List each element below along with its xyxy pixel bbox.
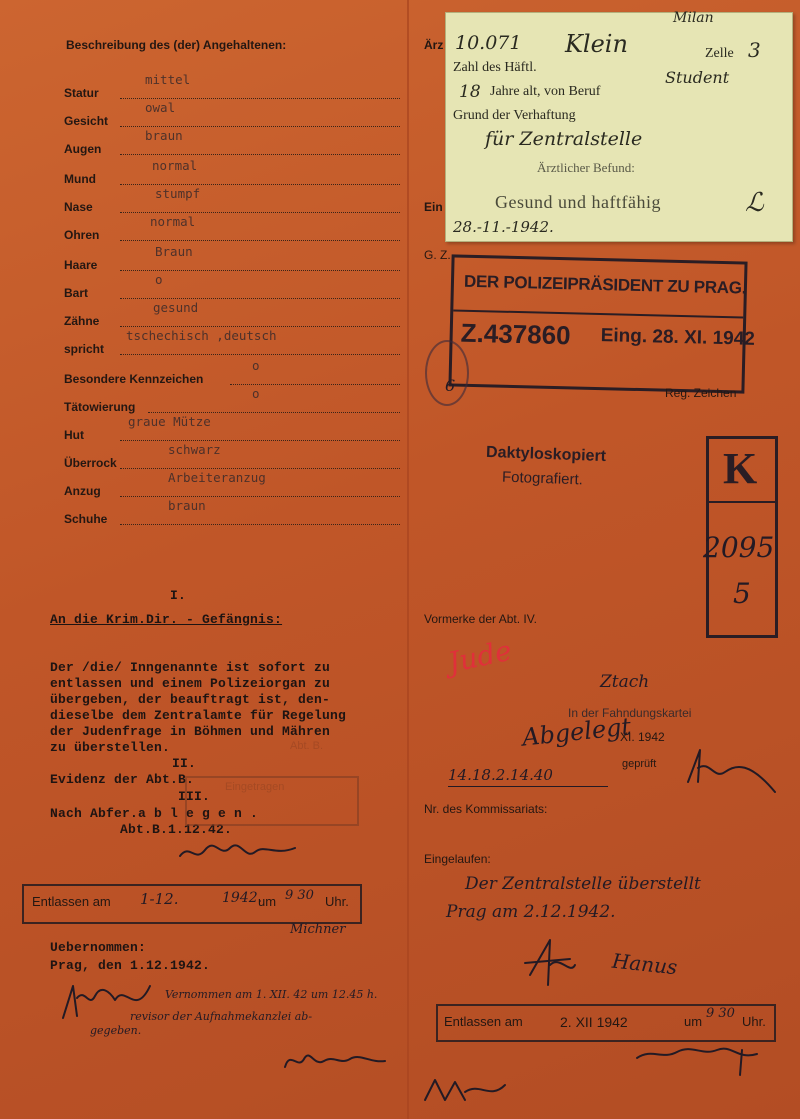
field-dotted-line	[120, 524, 400, 525]
geprueft-stamp: geprüft	[622, 758, 657, 770]
field-label: Augen	[64, 142, 102, 156]
released-label-right: Entlassen am	[444, 1014, 523, 1029]
field-label: Schuhe	[64, 512, 108, 526]
stamp-title: DER POLIZEIPRÄSIDENT ZU PRAG.	[463, 271, 747, 298]
reference-number: 14.18.2.14.40	[448, 766, 553, 784]
faint-abt-b: Abt. B.	[290, 740, 324, 752]
field-value: o	[155, 272, 163, 287]
instruction-line: Der /die/ Inngenannte ist sofort zu	[50, 660, 331, 675]
field-value: normal	[150, 214, 196, 229]
signature-bottom	[420, 1070, 510, 1110]
released-time-right: 9 30	[706, 1006, 735, 1021]
hand-note-2: revisor der Aufnahmekanzlei ab-	[130, 1010, 313, 1023]
jude-annotation: Jude	[445, 633, 515, 680]
ein-partial: Ein	[424, 200, 443, 214]
field-label: Nase	[64, 200, 93, 214]
slip-medical: Gesund und haftfähig	[495, 192, 661, 212]
abgelegt-stamp: Abgelegt	[520, 712, 633, 752]
fotografiert-stamp: Fotografiert.	[501, 468, 584, 489]
released-date-right: 2. XII 1942	[560, 1014, 628, 1030]
slip-prisoner-number-label: Zahl des Häftl.	[453, 60, 537, 75]
field-value: o	[252, 386, 260, 401]
field-label: Bart	[64, 286, 89, 300]
field-dotted-line	[120, 468, 400, 469]
field-value: tschechisch ,deutsch	[126, 328, 277, 343]
released-um-right: um	[684, 1014, 703, 1029]
after-processing-line: Nach Abfer.a b l e g e n .	[50, 806, 259, 821]
hand-line-2: Prag am 2.12.1942.	[446, 902, 616, 922]
field-value: Braun	[155, 244, 193, 259]
stamp-divider	[453, 309, 743, 318]
signature-left-3	[280, 1045, 390, 1075]
instruction-line: zu überstellen.	[50, 740, 171, 755]
roman-one: I.	[170, 588, 187, 603]
hand-note-1: Vernommen am 1. XII. 42 um 12.45 h.	[165, 988, 378, 1001]
released-uhr-right: Uhr.	[742, 1014, 766, 1029]
field-dotted-line	[120, 154, 400, 155]
instruction-line: übergeben, der beauftragt ist, den-	[50, 692, 331, 707]
k-sub: 5	[733, 577, 751, 610]
abgelegt-date: XI. 1942	[620, 730, 665, 744]
field-dotted-line	[120, 326, 400, 327]
field-value: graue Mütze	[128, 414, 211, 429]
field-label: Mund	[64, 172, 96, 186]
field-dotted-line	[120, 212, 400, 213]
field-dotted-line	[120, 126, 400, 127]
field-label: Tätowierung	[64, 400, 136, 414]
geprueft-signature	[680, 742, 780, 802]
fahndung-stamp: In der Fahndungskartei	[568, 706, 692, 720]
slip-cell-label: Zelle	[705, 46, 734, 61]
evidence-line: Evidenz der Abt.B.	[50, 772, 195, 787]
police-stamp	[448, 254, 756, 393]
field-value: braun	[145, 128, 183, 143]
field-dotted-line	[120, 240, 400, 241]
field-label: Gesicht	[64, 114, 109, 128]
field-dotted-line	[120, 496, 400, 497]
hand-line-1: Der Zentralstelle überstellt	[465, 874, 701, 894]
registration-box	[703, 436, 778, 638]
circle-number: 6	[445, 376, 456, 395]
field-label: Überrock	[64, 456, 117, 470]
slip-surname: Klein	[565, 30, 628, 58]
field-dotted-line	[120, 440, 400, 441]
roman-two: II.	[172, 756, 197, 771]
field-dotted-line	[120, 354, 400, 355]
hand-note-3: gegeben.	[90, 1024, 142, 1037]
slip-reason: für Zentralstelle	[485, 128, 643, 150]
taken-over-date: Prag, den 1.12.1942.	[50, 958, 211, 973]
field-dotted-line	[120, 98, 400, 99]
instruction-line: dieselbe dem Zentralamte für Regelung	[50, 708, 347, 723]
slip-age-label: Jahre alt, von Beruf	[490, 84, 601, 99]
prisoner-slip	[445, 12, 793, 242]
field-dotted-line	[120, 270, 400, 271]
signature-right-name: Hanus	[610, 948, 679, 980]
field-label: Zähne	[64, 314, 100, 328]
released-day-left: 1-12.	[140, 890, 179, 908]
slip-date: 28.-11.-1942.	[453, 218, 554, 236]
instruction-line: entlassen und einem Polizeiorgan zu	[50, 676, 331, 691]
field-value: stumpf	[155, 186, 201, 201]
instruction-line: der Judenfrage in Böhmen und Mähren	[50, 724, 331, 739]
circle-mark	[425, 340, 469, 406]
field-value: mittel	[145, 72, 191, 87]
k-divider	[709, 501, 775, 503]
field-label: Haare	[64, 258, 98, 272]
field-label: Anzug	[64, 484, 101, 498]
field-dotted-line	[230, 384, 400, 385]
addressee-line: An die Krim.Dir. - Gefängnis:	[50, 612, 283, 627]
field-dotted-line	[120, 298, 400, 299]
released-time-left: 9 30	[285, 888, 314, 903]
field-value: normal	[152, 158, 198, 173]
roman-three: III.	[178, 789, 211, 804]
vormerke-label: Vormerke der Abt. IV.	[424, 612, 537, 626]
released-uhr-left: Uhr.	[325, 894, 349, 909]
stamp-number: Z.437860	[460, 317, 571, 351]
taken-over-label: Uebernommen:	[50, 940, 147, 955]
slip-number: 10.071	[455, 32, 522, 54]
gz-partial: G. Z.	[424, 248, 451, 262]
eingelaufen-label: Eingelaufen:	[424, 852, 491, 866]
slip-occupation: Student	[665, 68, 730, 87]
slip-cell: 3	[748, 38, 761, 62]
arzt-partial: Ärz	[424, 38, 444, 52]
slip-medical-initial: ℒ	[745, 188, 764, 218]
k-letter: K	[723, 444, 758, 493]
released-sign-left: Michner	[290, 922, 346, 937]
released-um-left: um	[258, 894, 277, 909]
signature-right-1	[520, 935, 580, 995]
released-year-left: 1942.	[222, 890, 263, 906]
field-label: Hut	[64, 428, 84, 442]
field-value: o	[252, 358, 260, 373]
field-label: Besondere Kennzeichen	[64, 372, 204, 386]
field-label: Statur	[64, 86, 99, 100]
field-label: spricht	[64, 342, 105, 356]
field-value: owal	[145, 100, 176, 115]
released-label-left: Entlassen am	[32, 894, 111, 909]
signature-right-2	[632, 1040, 762, 1080]
faint-eingetragen: Eingetragen	[225, 781, 285, 793]
hand-name: Ztach	[600, 672, 650, 692]
slip-reason-label: Grund der Verhaftung	[453, 108, 576, 123]
field-dotted-line	[120, 184, 400, 185]
abt-date-line: Abt.B.1.12.42.	[120, 822, 233, 837]
slip-medical-label: Ärztlicher Befund:	[537, 160, 635, 175]
field-value: gesund	[153, 300, 199, 315]
k-number: 2095	[703, 531, 775, 564]
slip-age: 18	[459, 82, 481, 102]
signature-left-1	[175, 838, 305, 868]
center-fold	[407, 0, 409, 1119]
reference-underline	[448, 786, 608, 787]
field-value: schwarz	[168, 442, 221, 457]
field-dotted-line	[148, 412, 400, 413]
slip-first-name: Milan	[673, 10, 714, 26]
daktyloskopiert-stamp: Daktyloskopiert	[485, 443, 607, 466]
field-value: Arbeiteranzug	[168, 470, 266, 485]
reg-zeichen: Reg. Zeichen	[665, 386, 737, 400]
stamp-received: Eing. 28. XI. 1942	[600, 325, 756, 350]
field-value: braun	[168, 498, 206, 513]
kommissariat-label: Nr. des Kommissariats:	[424, 802, 548, 816]
field-label: Ohren	[64, 228, 100, 242]
description-heading: Beschreibung des (der) Angehaltenen:	[66, 38, 287, 52]
